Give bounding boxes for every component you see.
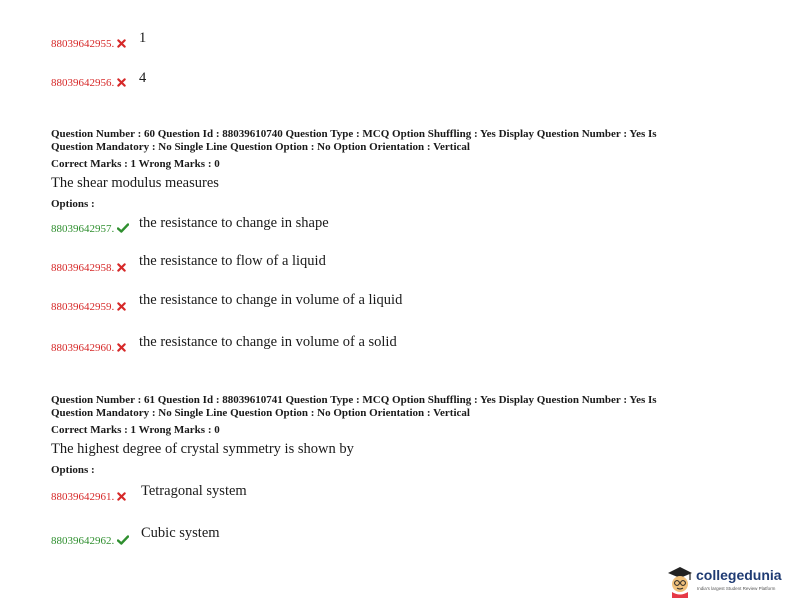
brand-name: collegedunia [696, 567, 782, 583]
collegedunia-logo [666, 564, 784, 600]
question-text: The shear modulus measures [51, 175, 219, 191]
check-icon [117, 535, 129, 545]
option-id: 88039642958. [51, 262, 129, 274]
cross-icon [117, 302, 129, 311]
option-id: 88039642960. [51, 342, 129, 354]
option-text: 1 [139, 30, 147, 46]
question-meta: Question Number : 60 Question Id : 88039610740 Question Type : MCQ Option Shuffling : Yes Display Question Number : Yes Is Question Mandatory : No Single Line Question Option : No Option Orientation : Vertical [51, 128, 657, 153]
options-label: Options : [51, 198, 95, 210]
marks-info: Correct Marks : 1 Wrong Marks : 0 [51, 158, 220, 170]
cross-icon [117, 78, 129, 87]
brand-tagline: India's largest Student Review Platform [697, 586, 776, 591]
option-id: 88039642961. [51, 491, 129, 503]
check-icon [117, 223, 129, 233]
option-id: 88039642955. [51, 38, 129, 50]
cross-icon [117, 39, 129, 48]
option-text: Cubic system [141, 525, 220, 541]
option-text: the resistance to change in volume of a solid [139, 334, 397, 350]
cross-icon [117, 343, 129, 352]
option-text: 4 [139, 70, 147, 86]
options-label: Options : [51, 464, 95, 476]
option-id: 88039642962. [51, 535, 129, 547]
option-text: the resistance to change in shape [139, 215, 329, 231]
option-text: Tetragonal system [141, 483, 247, 499]
option-id: 88039642959. [51, 301, 129, 313]
marks-info: Correct Marks : 1 Wrong Marks : 0 [51, 424, 220, 436]
option-text: the resistance to flow of a liquid [139, 253, 326, 269]
cross-icon [117, 492, 129, 501]
option-id: 88039642956. [51, 77, 129, 89]
option-text: the resistance to change in volume of a liquid [139, 292, 403, 308]
cross-icon [117, 263, 129, 272]
graduate-mascot-icon [666, 564, 694, 598]
question-meta: Question Number : 61 Question Id : 88039610741 Question Type : MCQ Option Shuffling : Yes Display Question Number : Yes Is Question Mandatory : No Single Line Question Option : No Option Orientation : Vertical [51, 394, 657, 419]
question-text: The highest degree of crystal symmetry is shown by [51, 441, 354, 457]
option-id: 88039642957. [51, 223, 129, 235]
